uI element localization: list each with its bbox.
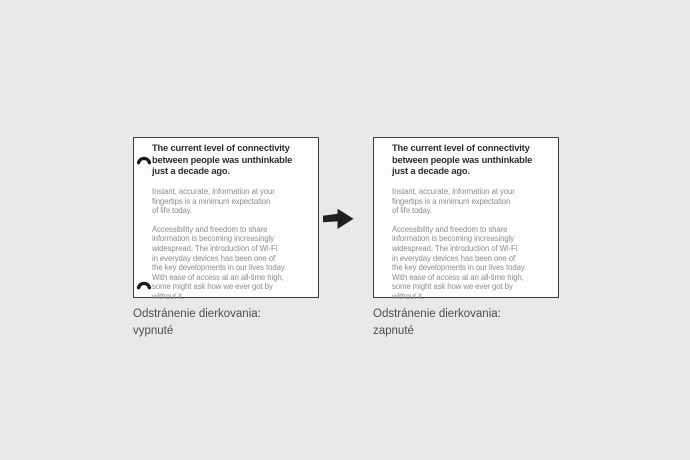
after-caption [373,306,603,339]
doc-paragraph-1: Instant, accurate, information at your fingertips is a minimum expectation of life today. [392,187,515,216]
after-caption-line1: Odstránenie dierkovania: [373,308,501,320]
before-caption-line2: vypnuté [133,324,174,337]
before-caption-line1: Odstránenie dierkovania: [133,308,261,320]
scanned-page-clean [373,137,559,302]
doc-paragraph-1: Instant, accurate, information at your fingertips is a minimum expectation of life today. [152,187,275,216]
after-caption-line2: zapnuté [373,324,414,337]
doc-paragraph-2: Accessibility and freedom to share information is becoming increasingly widespread. The introduction of Wi-Fi in everyday devices has been one of the key developments in our lives today. With ease of access at an all-time high, some might ask how we ever got by without it. [392,224,527,302]
before-caption [133,306,363,339]
doc-heading: The current level of connectivity between people was unthinkable just a decade ago. [152,143,293,177]
scanned-page-with-punch-holes [133,137,319,302]
scanned-page-text [152,143,312,311]
doc-heading: The current level of connectivity between people was unthinkable just a decade ago. [392,143,533,177]
transform-arrow-icon [323,208,354,231]
doc-paragraph-2: Accessibility and freedom to share information is becoming increasingly widespread. The introduction of Wi-Fi in everyday devices has been one of the key developments in our lives today. With ease of access at an all-time high, some might ask how we ever got by without it. [152,224,287,302]
punch-hole-icon [136,153,152,165]
scanned-page-text [392,143,552,311]
punch-hole-icon [136,278,152,290]
